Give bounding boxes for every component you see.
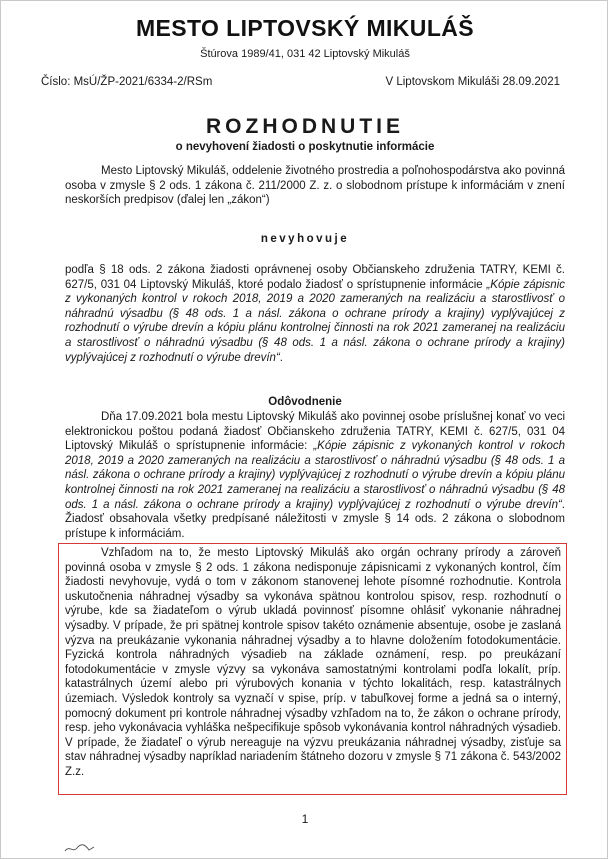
intro-paragraph [65, 164, 565, 208]
reasoning-heading: Odôvodnenie [268, 396, 342, 408]
reasoning-paragraph-1 [65, 410, 565, 541]
city-address: Štúrova 1989/41, 031 42 Liptovský Mikuláš [200, 48, 410, 60]
signature-scribble [63, 841, 97, 855]
city-heading: MESTO LIPTOVSKÝ MIKULÁŠ [135, 15, 475, 41]
request-end: . [279, 351, 283, 364]
request-lead: podľa § 18 ods. 2 zákona žiadosti oprávnenej osoby Občianskeho združenia TATRY, KEMI č. 627/5, 031 04 Liptovský Mikuláš, ktoré podalo žiadosť o sprístupnenie informácie [65, 264, 565, 291]
verdict: nevyhovuje [260, 233, 350, 245]
place-and-date: V Liptovskom Mikuláši 28.09.2021 [385, 76, 560, 88]
request-paragraph [65, 263, 565, 365]
reasoning-paragraph-2 [65, 546, 561, 780]
reasoning-1-lead: Dňa 17.09.2021 bola mestu Liptovský Mikuláš ako povinnej osobe príslušnej konať vo veci elektronickou poštou podaná žiadosť Občianskeho združenia TATRY, KEMI č. 627/5, 031 04 Liptovský Mikuláš o sprístupnenie informácie: [65, 411, 565, 453]
decision-title: ROZHODNUTIE [206, 115, 404, 138]
page-number: 1 [301, 812, 309, 826]
request-quote: „Kópie zápisnic z vykonaných kontrol v rokoch 2018, 2019 a 2020 zameraných na realizáciu a starostlivosť o náhradnú výsadbu (§ 48 ods. 1 a násl. zákona o ochrane prírody a krajiny) vyplývajúcej z rozhodnutí o výrube drevín a kópiu plánu kontrolnej činnosti na rok 2021 zameranej na realizáciu a starostlivosť o náhradnú výsadbu (§ 48 ods. 1 a násl. zákona o ochrane prírody a krajiny) vyplývajúcej z rozhodnutí o výrube drevín“ [65, 278, 566, 364]
intro-text: Mesto Liptovský Mikuláš, oddelenie životného prostredia a poľnohospodárstva ako povinná osoba v zmysle § 2 ods. 1 zákona č. 211/2000 Z. z. o slobodnom prístupe k informáciám v znení neskorších predpisov (ďalej len „zákon“) [65, 165, 565, 207]
decision-subtitle: o nevyhovení žiadosti o poskytnutie informácie [175, 141, 435, 153]
reasoning-1-end: . Žiadosť obsahovala všetky predpísané náležitosti v zmysle § 14 ods. 2 zákona o slobodnom prístupe k informáciám. [65, 498, 565, 540]
reference-number: Číslo: MsÚ/ŽP-2021/6334-2/RSm [41, 76, 213, 88]
reasoning-1-quote: „Kópie zápisnic z vykonaných kontrol v rokoch 2018, 2019 a 2020 zameraných na realizáciu a starostlivosť o náhradnú výsadbu (§ 48 ods. 1 a násl. zákona o ochrane prírody a krajiny) vyplývajúcej z rozhodnutí o výrube drevín a kópiu plánu kontrolnej činnosti na rok 2021 zameranej na realizáciu a starostlivosť o náhradnú výsadbu (§ 48 ods. 1 a násl. zákona o ochrane prírody a krajiny) vyplývajúcej z rozhodnutí o výrube drevín“ [65, 440, 566, 511]
reasoning-2-text: Vzhľadom na to, že mesto Liptovský Mikuláš ako orgán ochrany prírody a zároveň povinná osoba v zmysle § 2 ods. 1 zákona nedisponuje zápisnicami z vykonaných kontrol, čím žiadosti nevyhovuje, vydá o tom v zákonom stanovenej lehote písomné rozhodnutie. Kontrola uskutočnenia náhradnej výsadby sa vykonáva spätnou kontrolou spisov, resp. rozhodnutí o výrube, kde sa žiadateľom o výrub ukladá povinnosť písomne ohlásiť vykonanie náhradnej výsadby. V prípade, že pri spätnej kontrole spisov takéto oznámenie absentuje, osobe je zaslaná výzva na preukázanie vykonania náhradnej výsadby a to hlavne doložením fotodokumentácie. Fyzická kontrola náhradných výsadieb na základe oznámení, resp. po preukázaní fotodokumentácie v zmysle výzvy sa vykonáva samostatnými kontrolami podľa lokalít, príp. katastrálnych území alebo pri výrubových konania v týchto lokalitách, resp. katastrálnych územiach. Výsledok kontroly sa vyznačí v spise, príp. v tabuľkovej forme a jedná sa o interný, pomocný dokument pri kontrole náhradnej výsadby vzhľadom na to, že zákon o ochrane prírody, resp. jeho vykonávacia vyhláška nešpecifikuje spôsob vykonávania kontrol náhradných výsadieb. V prípade, že žiadateľ o výrub nereaguje na výzvu preukázania náhradnej výsadby, zisťuje sa stav náhradnej výsadby napríklad nariadením štátneho dozoru v zmysle § 71 zákona č. 543/2002 Z.z. [65, 547, 561, 778]
